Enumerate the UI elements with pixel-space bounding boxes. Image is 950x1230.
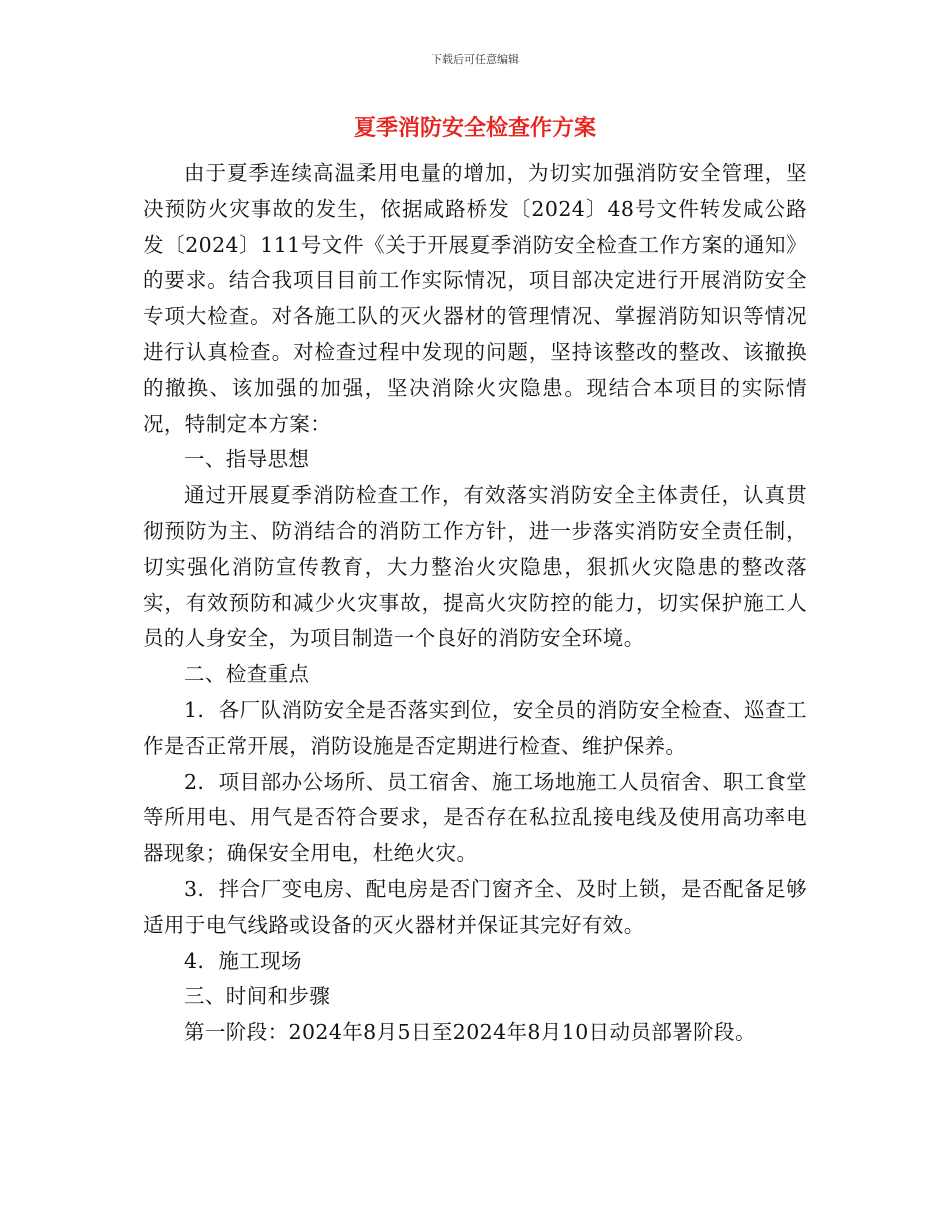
document-title: 夏季消防安全检查作方案	[353, 116, 596, 141]
phase-one-paragraph: 第一阶段：2024年8月5日至2024年8月10日动员部署阶段。	[184, 1020, 756, 1045]
section-heading-time-and-steps: 三、时间和步骤	[184, 984, 331, 1009]
document-body	[143, 156, 807, 1051]
inspection-item-3: 3．拌合厂变电房、配电房是否门窗齐全、及时上锁，是否配备足够适用于电气线路或设备的灭火器材并保证其完好有效。	[143, 876, 807, 937]
guiding-ideology-paragraph: 通过开展夏季消防检查工作，有效落实消防安全主体责任，认真贯彻预防为主、防消结合的消防工作方针，进一步落实消防安全责任制，切实强化消防宣传教育，大力整治火灾隐患，狠抓火灾隐患的整改落实，有效预防和减少火灾事故，提高火灾防控的能力，切实保护施工人员的人身安全，为项目制造一个良好的消防安全环境。	[143, 483, 807, 651]
intro-paragraph: 由于夏季连续高温柔用电量的增加，为切实加强消防安全管理，坚决预防火灾事故的发生，依据咸路桥发〔2024〕48号文件转发咸公路发〔2024〕111号文件《关于开展夏季消防安全检查工作方案的通知》的要求。结合我项目目前工作实际情况，项目部决定进行开展消防安全专项大检查。对各施工队的灭火器材的管理情况、掌握消防知识等情况进行认真检查。对检查过程中发现的问题，坚持该整改的整改、该撤换的撤换、该加强的加强，坚决消除火灾隐患。现结合本项目的实际情况，特制定本方案：	[143, 161, 807, 436]
section-heading-guiding-ideology: 一、指导思想	[184, 447, 310, 472]
inspection-item-1: 1．各厂队消防安全是否落实到位，安全员的消防安全检查、巡查工作是否正常开展，消防设施是否定期进行检查、维护保养。	[143, 697, 807, 758]
section-heading-inspection-focus: 二、检查重点	[184, 662, 310, 687]
inspection-item-2: 2．项目部办公场所、员工宿舍、施工场地施工人员宿舍、职工食堂等所用电、用气是否符合要求，是否存在私拉乱接电线及使用高功率电器现象；确保安全用电，杜绝火灾。	[143, 769, 807, 866]
inspection-item-4: 4．施工现场	[184, 948, 302, 973]
page-header-note: 下载后可任意编辑	[431, 53, 519, 66]
